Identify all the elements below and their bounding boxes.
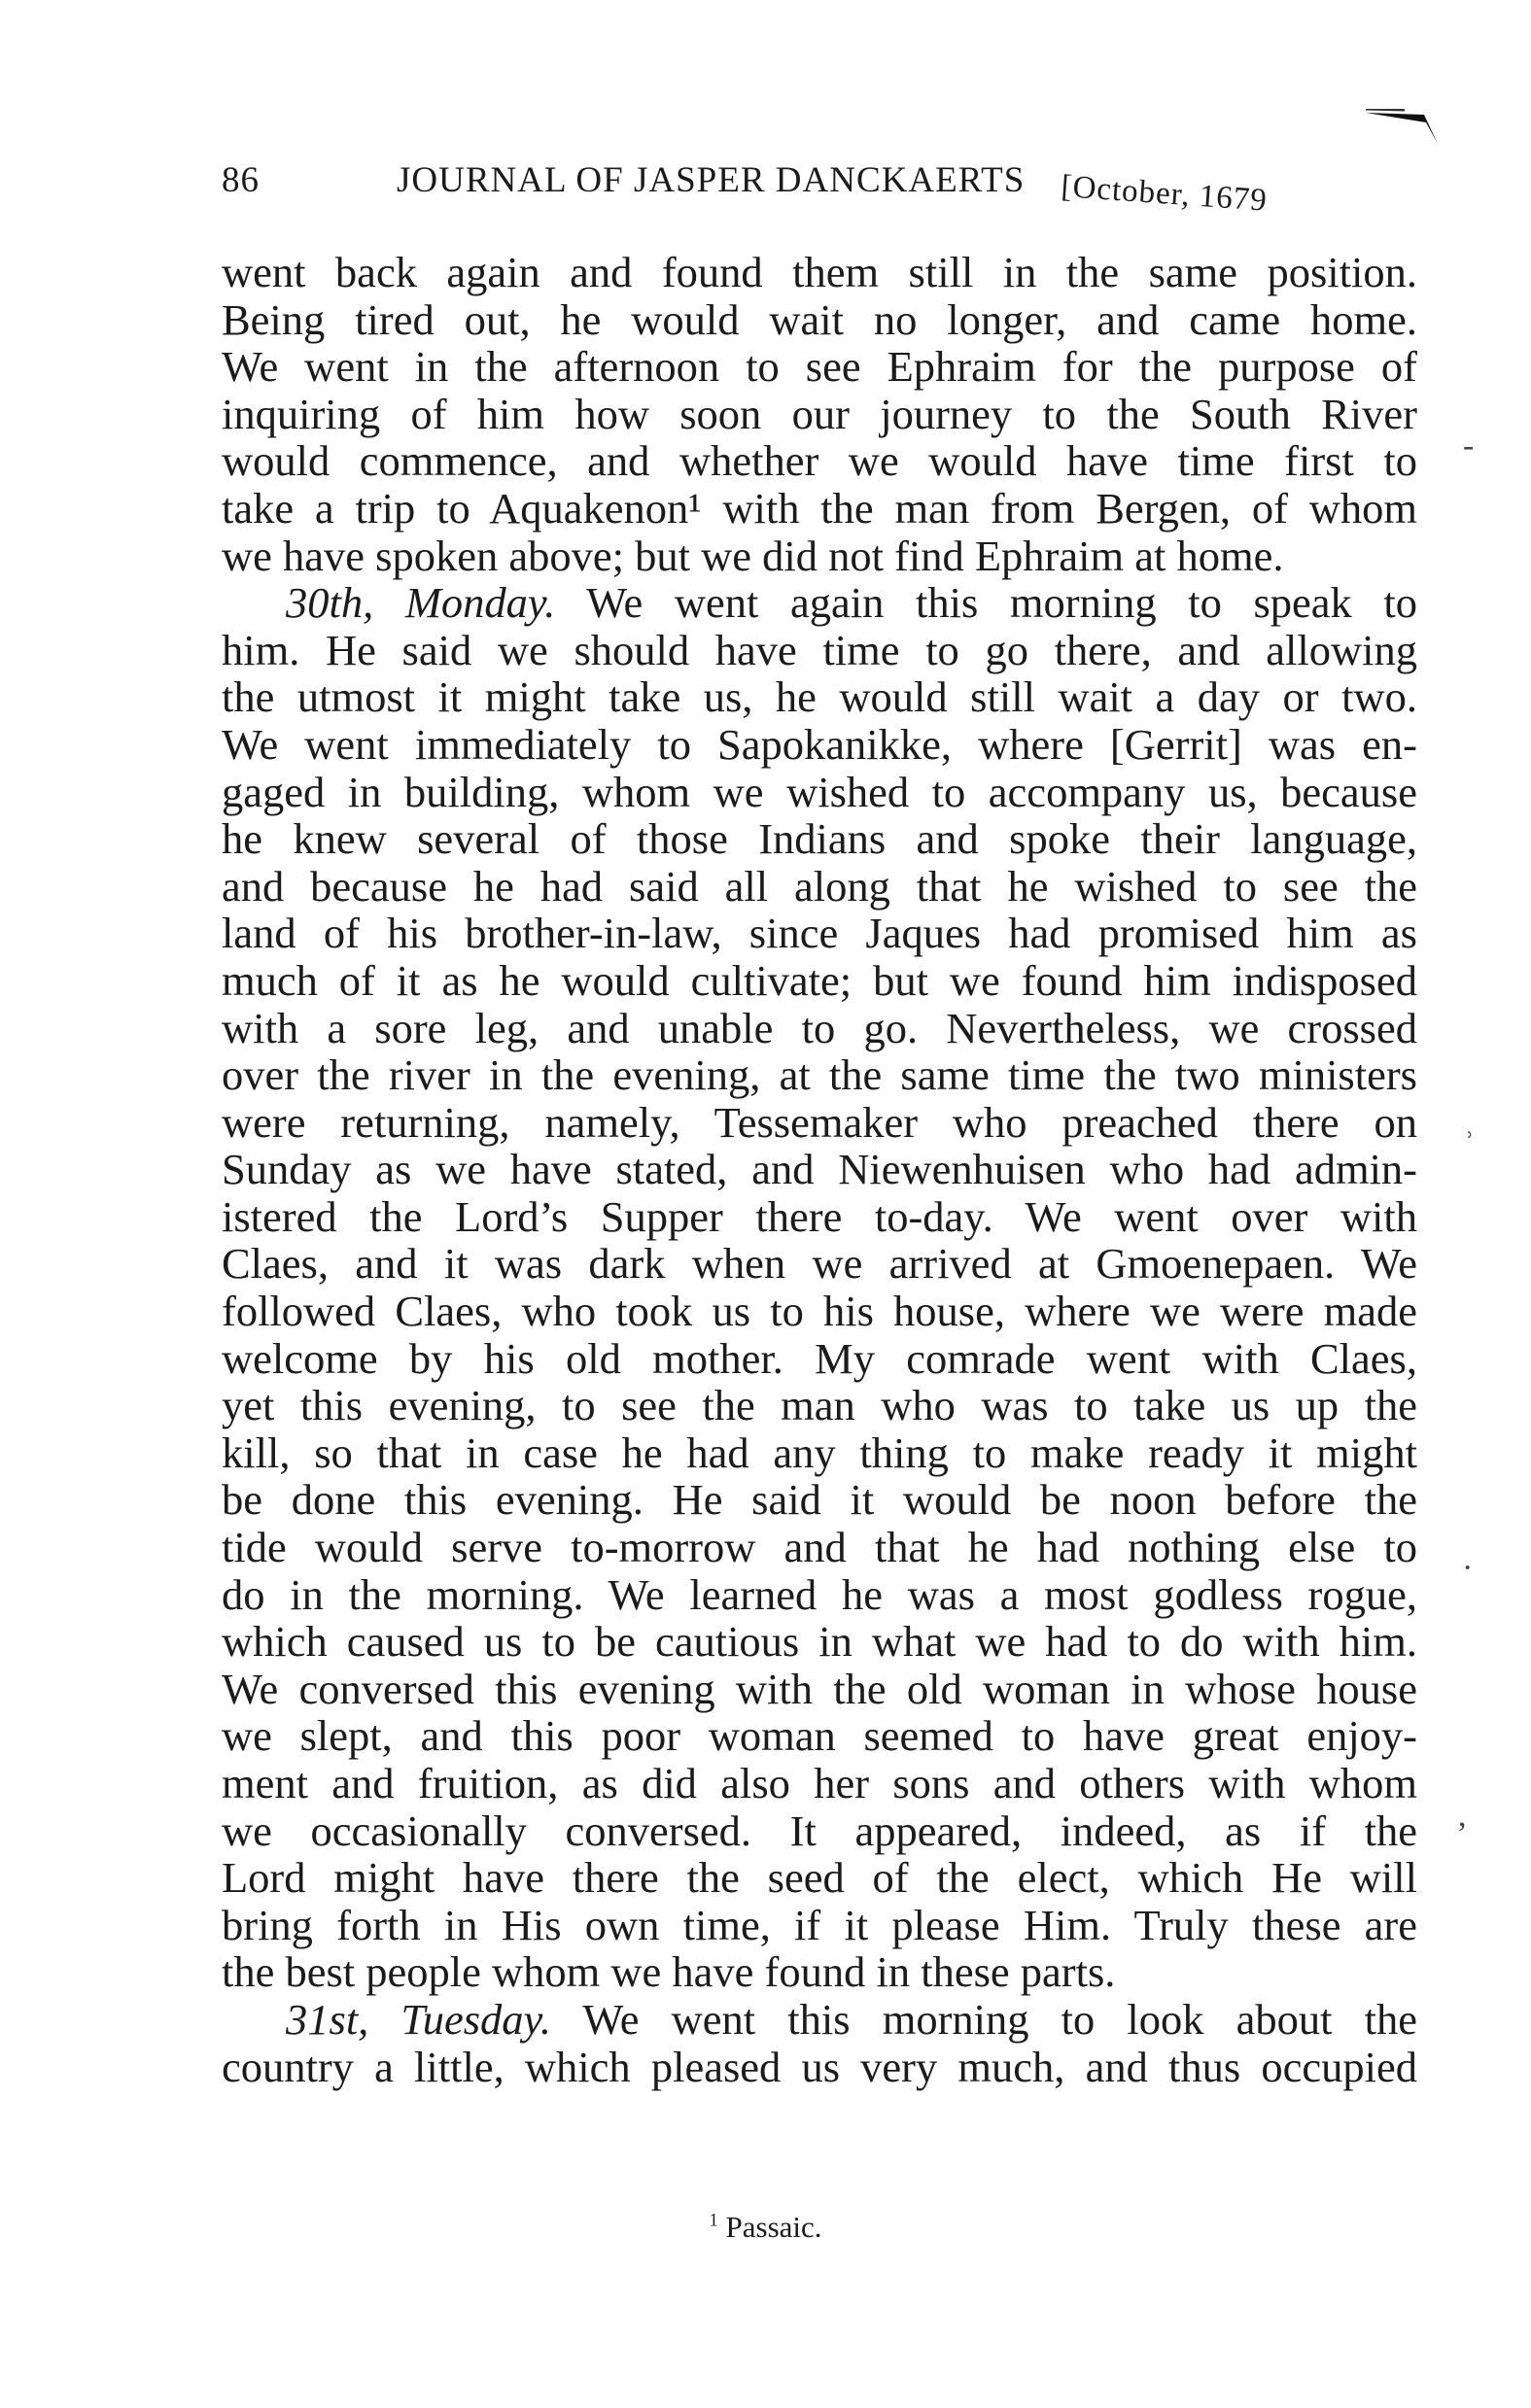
text-line: went back again and found them still in the same position. [222,248,1417,296]
text-line: kill, so that in case he had any thing to make ready it might [222,1428,1417,1477]
text-line: yet this evening, to see the man who was to take us up the [222,1381,1417,1430]
text-line: over the river in the evening, at the same time the two ministers [222,1050,1417,1100]
text-line: gaged in building, whom we wished to accompany us, because [222,767,1417,816]
text-line: we slept, and this poor woman seemed to have great enjoy- [222,1711,1417,1761]
text-line: he knew several of those Indians and spoke their language, [222,814,1417,864]
text-line: Claes, and it was dark when we arrived at Gmoenepaen. We [222,1239,1417,1289]
text-line: welcome by his old mother. My comrade went with Claes, [222,1333,1417,1383]
entry-line-monday [222,579,1417,627]
running-header [222,159,1456,218]
text-line: were returning, namely, Tessemaker who preached there on [222,1097,1417,1147]
text-line: which caused us to be cautious in what we had to do with him. [222,1617,1417,1667]
text-line: Sunday as we have stated, and Niewenhuisen who had admin- [222,1145,1417,1194]
text-line: would commence, and whether we would have time first to [222,436,1417,486]
text-line: We went immediately to Sapokanikke, where [Gerrit] was en- [222,719,1417,769]
text-line: the best people whom we have found in these parts. [222,1947,1116,1997]
text-line: the utmost it might take us, he would still wait a day or two. [222,672,1417,722]
entry-line-tuesday [222,1996,1417,2044]
footnote-text: Passaic. [725,2210,822,2244]
text-line: we have spoken above; but we did not find Ephraim at home. [222,531,1284,580]
running-date: [October, 1679 [1060,169,1269,219]
text-line: much of it as he would cultivate; but we found him indisposed [222,955,1417,1005]
margin-dot-icon: , [1458,1798,1467,1834]
text-line: do in the morning. We learned he was a most godless rogue, [222,1569,1417,1619]
text-line: land of his brother-in-law, since Jaques had promised him as [222,909,1417,958]
text-line: Being tired out, he would wait no longer, and came home. [222,294,1417,344]
footnote-marker: 1 [709,2210,718,2231]
text-line: followed Claes, who took us to his house, where we were made [222,1287,1417,1336]
journal-text [222,249,1417,2090]
text-line: Lord might have there the seed of the elect, which He will [222,1853,1417,1903]
entry-date-tuesday: 31st, Tuesday. [286,1994,551,2044]
text-line: with a sore leg, and unable to go. Nevertheless, we crossed [222,1003,1417,1052]
text-line: ment and fruition, as did also her sons and others with whom [222,1759,1417,1807]
page-corner-mark-icon [1366,109,1444,148]
text-line: bring forth in His own time, if it please Him. Truly these are [222,1900,1417,1949]
text-line: him. He said we should have time to go there, and allowing [222,625,1417,674]
text-line: We went in the afternoon to see Ephraim for the purpose of [222,342,1417,392]
text-line: country a little, which pleased us very much, and thus occupied [222,2042,1417,2091]
margin-dot-icon: - [1463,428,1475,464]
entry-date-monday: 30th, Monday. [286,578,556,628]
text-line: tide would serve to-morrow and that he had nothing else to [222,1523,1417,1572]
text-line: be done this evening. He said it would be noon before the [222,1475,1417,1525]
entry-text-tuesday: We went this morning to look about the [550,1994,1418,2044]
text-line: inquiring of him how soon our journey to the South River [222,389,1417,438]
page-number: 86 [222,160,260,200]
running-title: JOURNAL OF JASPER DANCKAERTS [397,160,1026,200]
margin-tick-icon: ʾ [1464,1127,1476,1163]
text-line: istered the Lord’s Supper there to-day. We went over with [222,1191,1417,1241]
entry-text-monday: We went again this morning to speak to [555,578,1417,628]
text-line: we occasionally conversed. It appeared, indeed, as if the [222,1806,1417,1855]
text-line: and because he had said all along that he wished to see the [222,861,1417,911]
margin-dot-icon: · [1462,1550,1474,1586]
footnote [0,2210,1531,2245]
text-line: We conversed this evening with the old woman in whose house [222,1664,1417,1713]
text-line: take a trip to Aquakenon¹ with the man from Bergen, of whom [222,483,1417,533]
